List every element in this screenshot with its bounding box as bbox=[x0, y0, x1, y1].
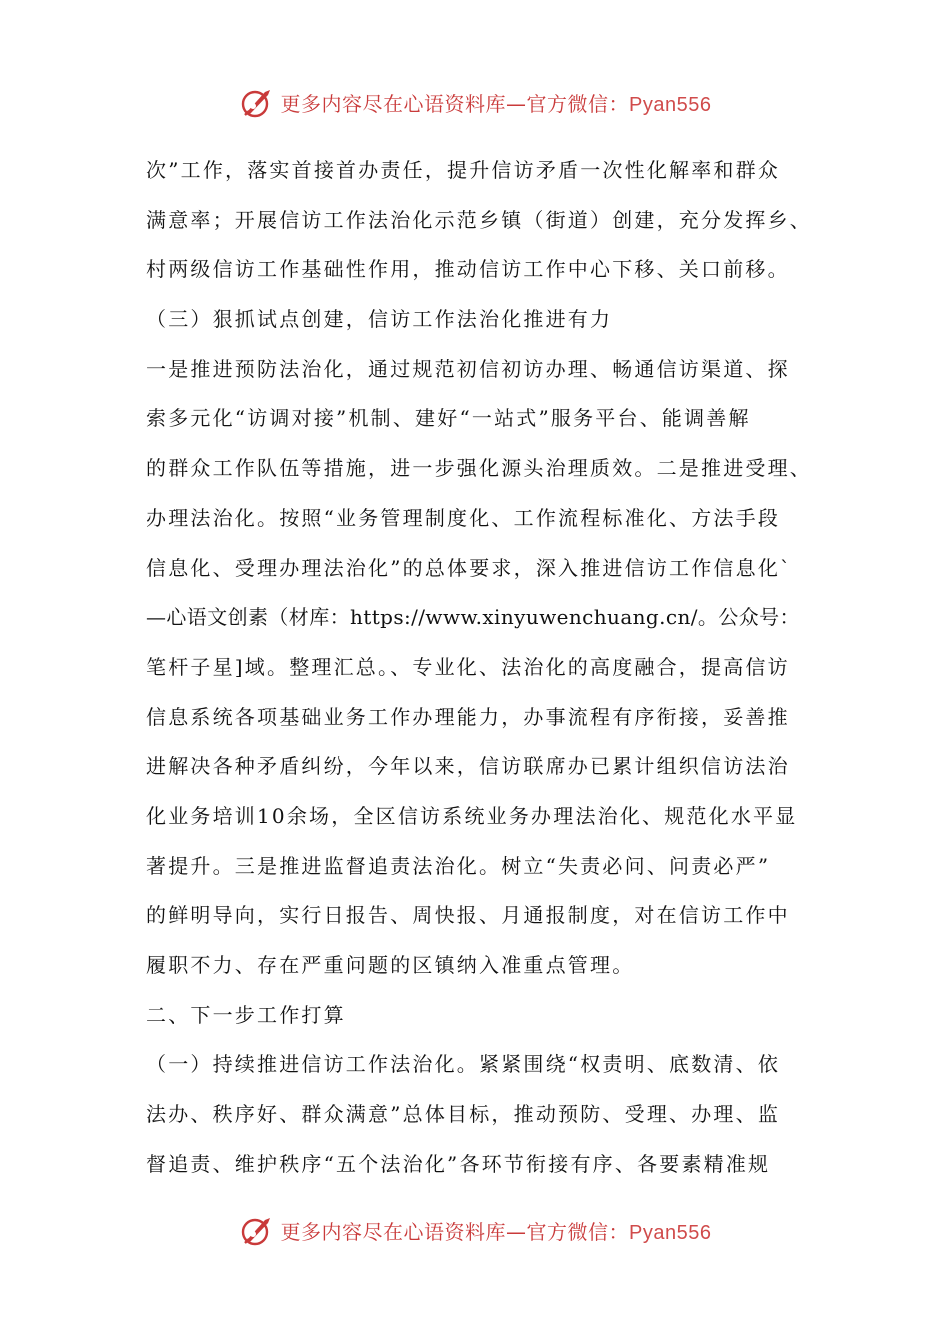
body-line: —心语文创素（材库：https://www.xinyuwenchuang.cn/。公众号： bbox=[146, 605, 800, 630]
header-watermark-contact: Pyan556 bbox=[629, 93, 712, 116]
body-line: 履职不力、存在严重问题的区镇纳入准重点管理。 bbox=[146, 953, 635, 977]
document-body bbox=[146, 146, 826, 1189]
body-line: 村两级信访工作基础性作用，推动信访工作中心下移、关口前移。 bbox=[146, 257, 790, 282]
body-line: 化业务培训10余场，全区信访系统业务办理法治化、规范化水平显 bbox=[146, 803, 798, 828]
body-line: 督追责、维护秩序“五个法治化”各环节衔接有序、各要素精准规 bbox=[146, 1151, 771, 1176]
section-heading: 二、下一步工作打算 bbox=[146, 1002, 346, 1027]
header-watermark bbox=[0, 82, 950, 122]
pen-logo-icon bbox=[239, 1212, 275, 1248]
body-line: （一）持续推进信访工作法治化。紧紧围绕“权责明、底数清、依 bbox=[146, 1052, 781, 1077]
pen-logo-icon bbox=[239, 84, 275, 120]
body-line: 索多元化“访调对接”机制、建好“一站式”服务平台、能调善解 bbox=[146, 406, 751, 431]
header-watermark-text: 更多内容尽在心语资料库—官方微信：Pyan556 bbox=[280, 91, 712, 116]
section-heading: （三）狠抓试点创建，信访工作法治化推进有力 bbox=[146, 307, 613, 332]
footer-watermark-contact: Pyan556 bbox=[629, 1221, 712, 1244]
body-line: 信息系统各项基础业务工作办理能力，办事流程有序衔接，妥善推 bbox=[146, 704, 790, 729]
body-line: 法办、秩序好、群众满意”总体目标，推动预防、受理、办理、监 bbox=[146, 1102, 781, 1127]
body-line: 进解决各种矛盾纠纷，今年以来，信访联席办已累计组织信访法治 bbox=[146, 754, 790, 779]
body-line: 著提升。三是推进监督追责法治化。树立“失责必问、问责必严” bbox=[146, 853, 771, 878]
body-line: 次”工作，落实首接首办责任，提升信访矛盾一次性化解率和群众 bbox=[146, 158, 781, 182]
body-line: 的群众工作队伍等措施，进一步强化源头治理质效。二是推进受理、 bbox=[146, 456, 812, 481]
footer-watermark bbox=[0, 1210, 950, 1250]
body-line: 的鲜明导向，实行日报告、周快报、月通报制度，对在信访工作中 bbox=[146, 903, 790, 928]
body-line: 满意率；开展信访工作法治化示范乡镇（街道）创建，充分发挥乡、 bbox=[146, 207, 812, 232]
body-line: 办理法治化。按照“业务管理制度化、工作流程标准化、方法手段 bbox=[146, 505, 781, 530]
body-line: 一是推进预防法治化，通过规范初信初访办理、畅通信访渠道、探 bbox=[146, 356, 790, 381]
body-line: 信息化、受理办理法治化”的总体要求，深入推进信访工作信息化` bbox=[146, 555, 793, 580]
footer-watermark-text: 更多内容尽在心语资料库—官方微信：Pyan556 bbox=[280, 1219, 712, 1244]
body-line: 笔杆子星]域。整理汇总。、专业化、法治化的高度融合，提高信访 bbox=[146, 654, 790, 679]
